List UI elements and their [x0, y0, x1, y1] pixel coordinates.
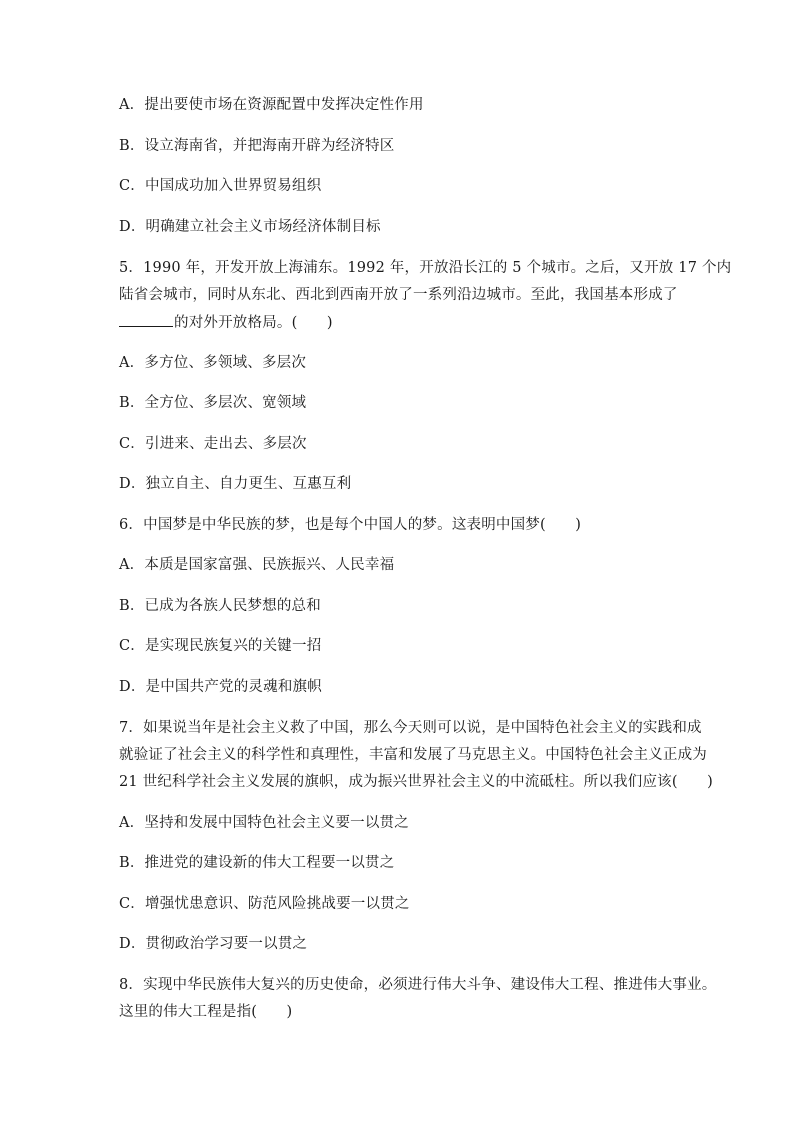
q4-option-d: D．明确建立社会主义市场经济体制目标	[119, 219, 381, 235]
q6-stem-line-1: 6．中国梦是中华民族的梦，也是每个中国人的梦。这表明中国梦( )	[119, 517, 582, 533]
q4-option-c: C．中国成功加入世界贸易组织	[119, 178, 322, 194]
q7-option-d: D．贯彻政治学习要一以贯之	[119, 936, 308, 952]
q6-option-c: C．是实现民族复兴的关键一招	[119, 638, 322, 654]
q7-stem-line-1: 7．如果说当年是社会主义救了中国，那么今天则可以说，是中国特色社会主义的实践和成	[119, 720, 702, 736]
q7-stem-line-3: 21 世纪科学社会主义发展的旗帜，成为振兴世界社会主义的中流砥柱。所以我们应该( )	[119, 774, 713, 790]
q6-option-d: D．是中国共产党的灵魂和旗帜	[119, 679, 322, 695]
q5-option-a: A．多方位、多领域、多层次	[119, 355, 307, 371]
q5-stem-line-3	[119, 312, 679, 333]
q5-option-c: C．引进来、走出去、多层次	[119, 436, 307, 452]
q7-option-a: A．坚持和发展中国特色社会主义要一以贯之	[119, 815, 409, 831]
q7-stem-line-2: 就验证了社会主义的科学性和真理性，丰富和发展了马克思主义。中国特色社会主义正成为	[119, 747, 707, 763]
q7-option-c: C．增强忧患意识、防范风险挑战要一以贯之	[119, 896, 410, 912]
q8-stem-line-1: 8．实现中华民族伟大复兴的历史使命，必须进行伟大斗争、建设伟大工程、推进伟大事业。	[119, 977, 717, 993]
q5-stem-line-2: 陆省会城市，同时从东北、西北到西南开放了一系列沿边城市。至此，我国基本形成了	[119, 287, 678, 303]
q5-option-b: B．全方位、多层次、宽领域	[119, 395, 307, 411]
q4-option-b: B．设立海南省，并把海南开辟为经济特区	[119, 138, 395, 154]
q5-stem-line-3-text: 的对外开放格局。( )	[174, 315, 333, 331]
q5-option-d: D．独立自主、自力更生、互惠互利	[119, 476, 352, 492]
answer-blank	[119, 312, 173, 327]
q6-option-b: B．已成为各族人民梦想的总和	[119, 598, 321, 614]
q6-option-a: A．本质是国家富强、民族振兴、人民幸福	[119, 557, 395, 573]
q4-option-a: A．提出要使市场在资源配置中发挥决定性作用	[119, 97, 424, 113]
q7-option-b: B．推进党的建设新的伟大工程要一以贯之	[119, 855, 395, 871]
q5-stem-line-1: 5．1990 年，开发开放上海浦东。1992 年，开放沿长江的 5 个城市。之后，又开放 17 个内	[119, 260, 732, 276]
q8-stem-line-2: 这里的伟大工程是指( )	[119, 1004, 293, 1020]
